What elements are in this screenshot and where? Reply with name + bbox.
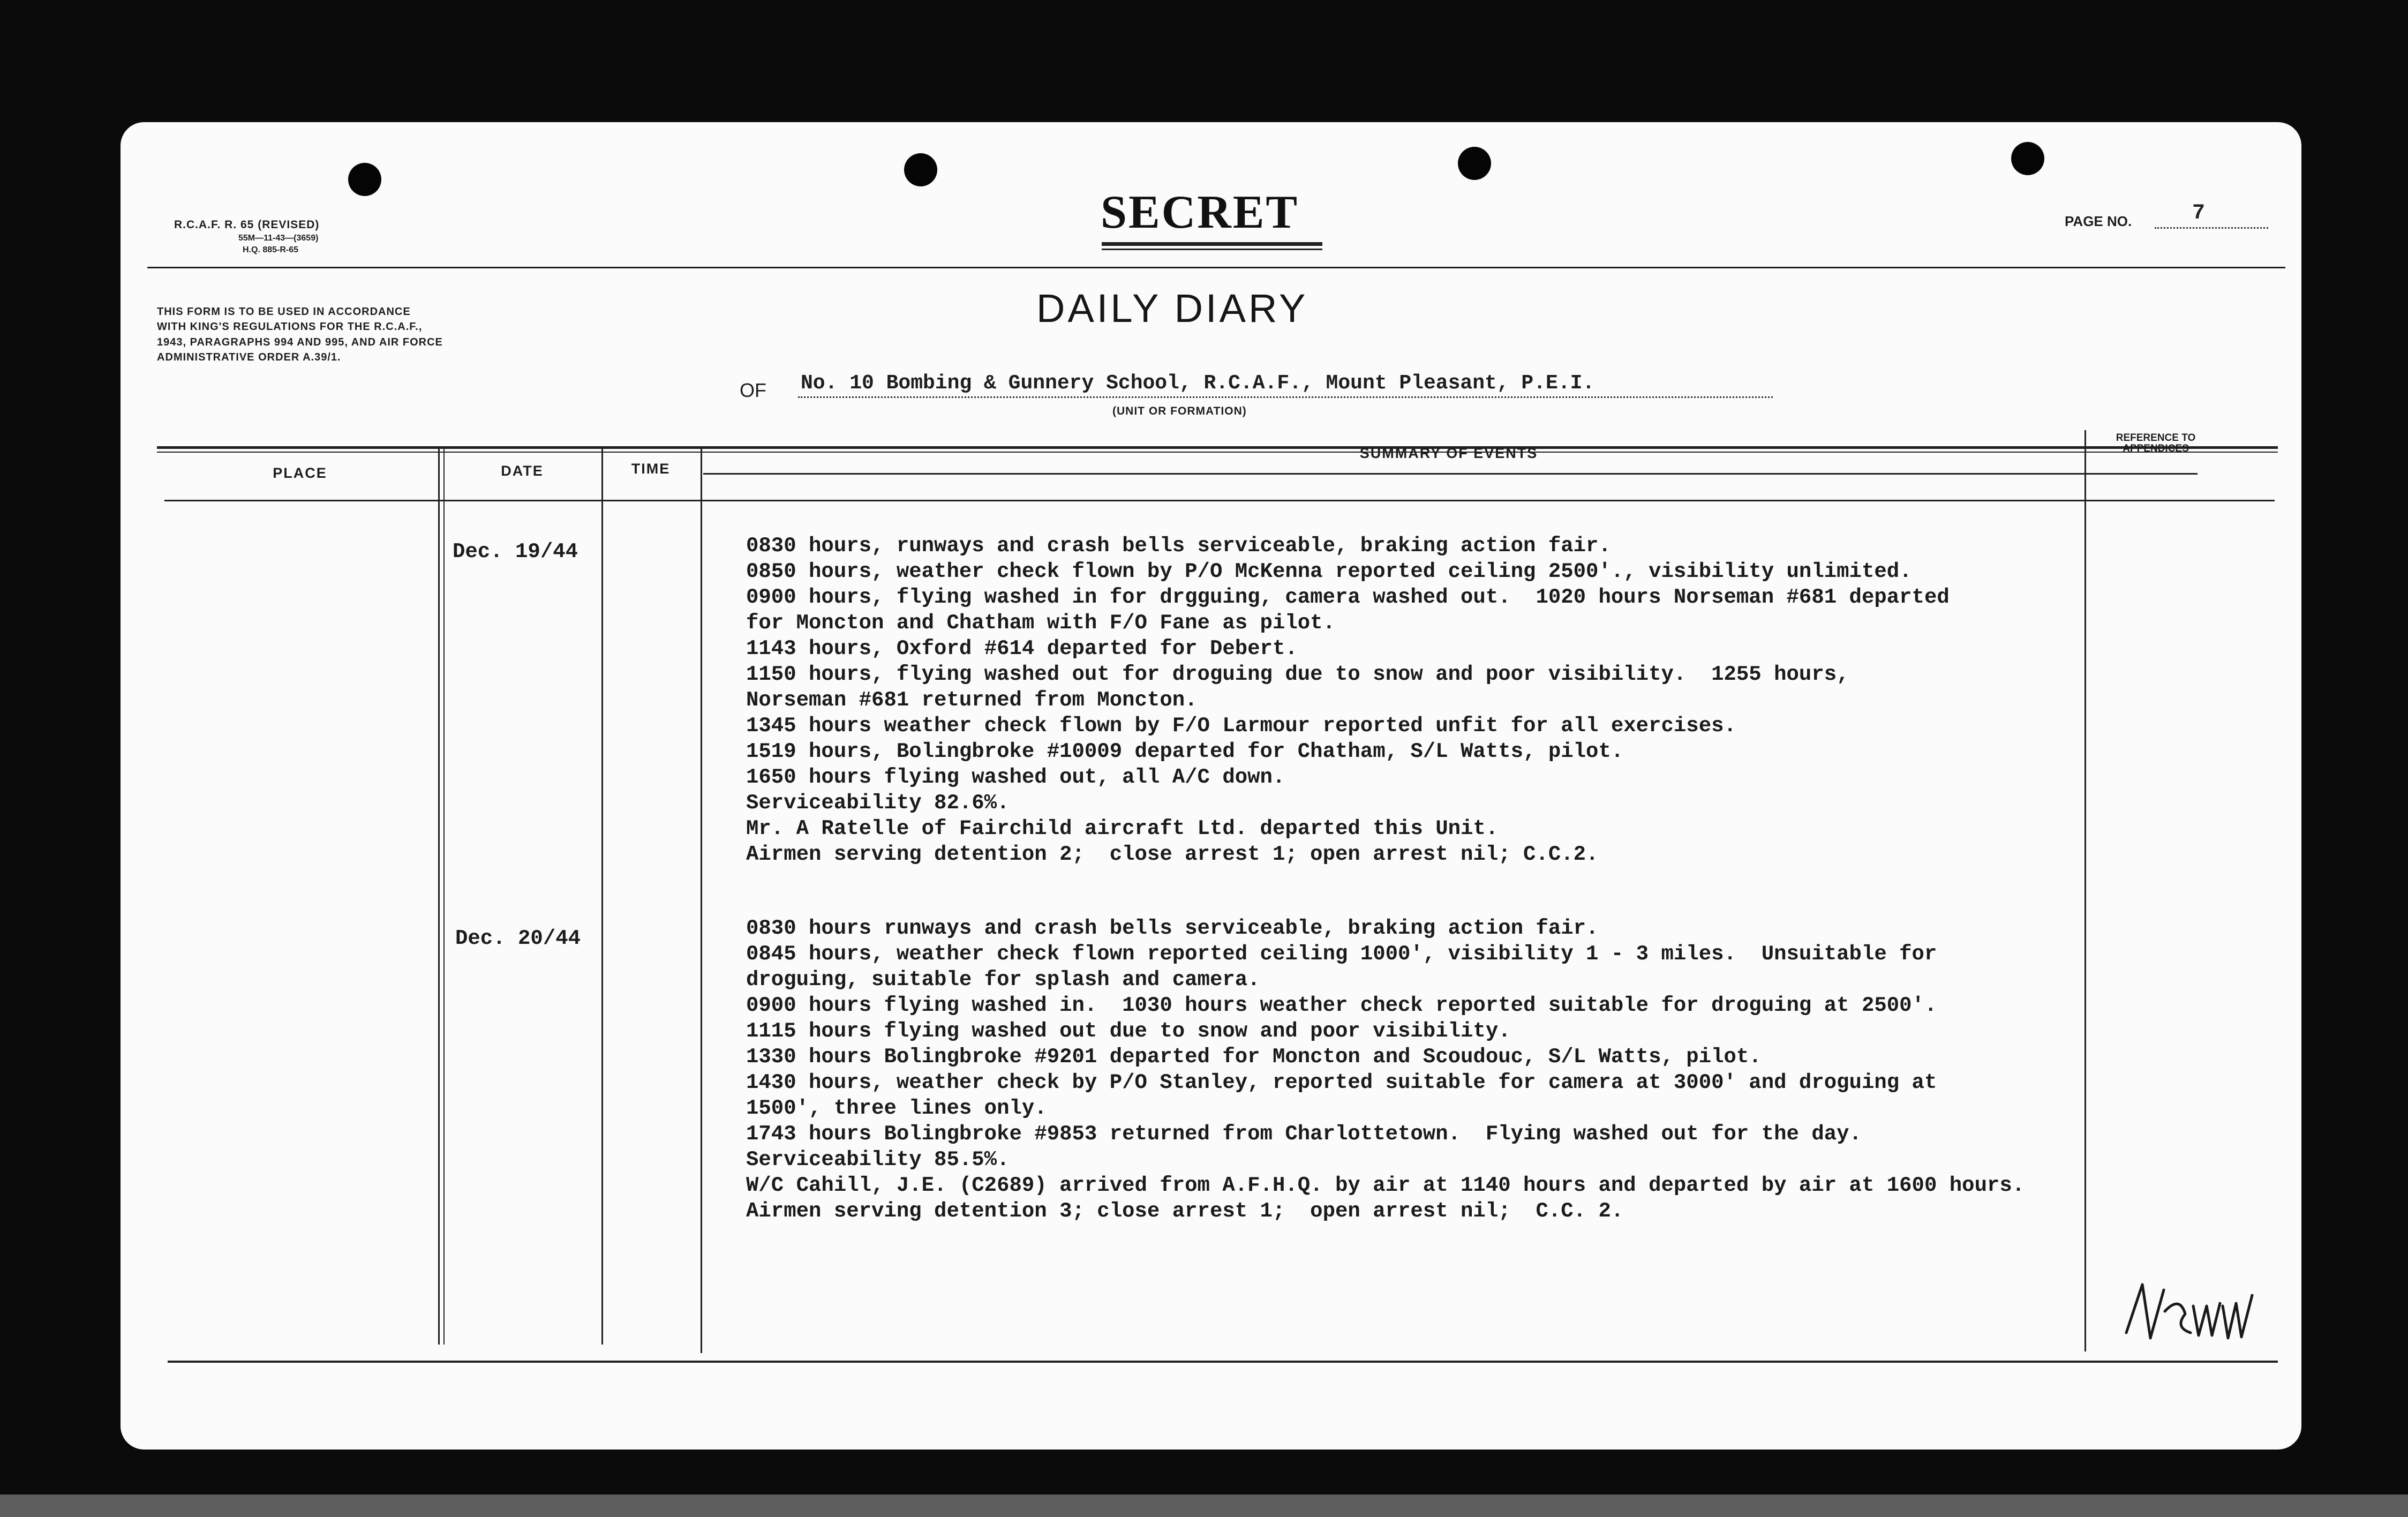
entry-line: W/C Cahill, J.E. (C2689) arrived from A.F.H.Q. by air at 1140 hours and departed by air at 1600 hours.	[746, 1174, 2025, 1197]
summary-header-rule	[703, 473, 2198, 475]
page-title: DAILY DIARY	[1036, 286, 1308, 331]
entry-line: 1500', three lines only.	[746, 1097, 1047, 1120]
column-header-reference: REFERENCE TO APPENDICES	[2116, 432, 2196, 454]
column-divider	[701, 449, 702, 1353]
page-number-value: 7	[2192, 201, 2206, 226]
page-number-label: PAGE NO.	[2065, 213, 2132, 229]
entry-line: 0830 hours runways and crash bells serviceable, braking action fair.	[746, 917, 1599, 940]
entry-line: 1345 hours weather check flown by F/O Larmour reported unfit for all exercises.	[746, 714, 1736, 738]
day-entries	[746, 915, 2025, 1224]
day-entries	[746, 533, 1950, 867]
entry-line: Mr. A Ratelle of Fairchild aircraft Ltd. departed this Unit.	[746, 817, 1499, 840]
form-ref-number: R.C.A.F. R. 65 (REVISED)	[174, 219, 320, 231]
column-header-date: DATE	[501, 463, 544, 479]
column-divider	[2085, 430, 2086, 1351]
binder-hole	[348, 163, 381, 196]
entry-line: Airmen serving detention 2; close arrest 1; open arrest nil; C.C.2.	[746, 843, 1599, 866]
film-strip-edge	[0, 1495, 2408, 1517]
entry-line: 0845 hours, weather check flown reported ceiling 1000', visibility 1 - 3 miles. Unsuitable for	[746, 942, 1937, 966]
unit-of-label: OF	[740, 379, 766, 401]
unit-caption: (UNIT OR FORMATION)	[1112, 405, 1247, 417]
entry-line: 1430 hours, weather check by P/O Stanley, reported suitable for camera at 3000' and droguing at	[746, 1071, 1937, 1094]
instruction-line: 1943, PARAGRAPHS 994 AND 995, AND AIR FORCE	[157, 336, 443, 348]
classification-underline	[1102, 249, 1322, 250]
column-header-time: TIME	[631, 461, 671, 477]
binder-hole	[904, 153, 937, 186]
column-divider	[438, 449, 440, 1345]
entry-line: 0900 hours flying washed in. 1030 hours weather check reported suitable for droguing at 2500'.	[746, 994, 1937, 1017]
page-number-rule	[2155, 227, 2268, 229]
entry-line: 1519 hours, Bolingbroke #10009 departed for Chatham, S/L Watts, pilot.	[746, 740, 1624, 763]
entry-line: 0850 hours, weather check flown by P/O McKenna reported ceiling 2500'., visibility unlimited.	[746, 560, 1912, 583]
entry-line: 1650 hours flying washed out, all A/C down.	[746, 765, 1285, 789]
table-bottom-rule	[168, 1361, 2278, 1363]
signature-initials	[2121, 1274, 2271, 1354]
entry-line: 1143 hours, Oxford #614 departed for Debert.	[746, 637, 1298, 660]
entry-line: 1330 hours Bolingbroke #9201 departed for Moncton and Scoudouc, S/L Watts, pilot.	[746, 1045, 1762, 1069]
binder-hole	[1458, 147, 1491, 180]
instruction-line: ADMINISTRATIVE ORDER A.39/1.	[157, 351, 341, 364]
unit-rule	[798, 396, 1773, 398]
entry-line: 1150 hours, flying washed out for droguing due to snow and poor visibility. 1255 hours,	[746, 663, 1849, 686]
column-divider	[601, 449, 603, 1345]
entry-date: Dec. 19/44	[453, 540, 578, 564]
form-ref-print-code: 55M—11-43—(3659)	[238, 234, 319, 243]
header-rule	[147, 267, 2285, 268]
entry-line: droguing, suitable for splash and camera.	[746, 968, 1260, 992]
column-header-summary: SUMMARY OF EVENTS	[1359, 445, 1538, 461]
classification-underline	[1102, 242, 1322, 246]
entry-line: Serviceability 82.6%.	[746, 791, 1010, 815]
entry-line: 1115 hours flying washed out due to snow and poor visibility.	[746, 1019, 1511, 1043]
instruction-line: THIS FORM IS TO BE USED IN ACCORDANCE	[157, 306, 411, 318]
table-top-rule	[157, 446, 2278, 449]
diary-form-card	[121, 122, 2301, 1450]
instruction-line: WITH KING'S REGULATIONS FOR THE R.C.A.F.,	[157, 321, 423, 333]
classification-heading: SECRET	[1101, 186, 1299, 238]
binder-hole	[2011, 142, 2044, 175]
entry-line: 0830 hours, runways and crash bells serviceable, braking action fair.	[746, 534, 1611, 558]
entry-line: Norseman #681 returned from Moncton.	[746, 688, 1198, 712]
entry-date: Dec. 20/44	[455, 927, 581, 950]
entry-line: Airmen serving detention 3; close arrest 1; open arrest nil; C.C. 2.	[746, 1199, 1624, 1223]
table-top-rule-thin	[157, 452, 2278, 453]
column-header-place: PLACE	[273, 465, 327, 481]
entry-line: Serviceability 85.5%.	[746, 1148, 1010, 1171]
form-ref-hq-code: H.Q. 885-R-65	[243, 245, 299, 254]
unit-name: No. 10 Bombing & Gunnery School, R.C.A.F., Mount Pleasant, P.E.I.	[801, 372, 1595, 395]
form-instructions	[157, 304, 443, 365]
table-header-rule	[164, 500, 2275, 501]
column-divider	[443, 449, 445, 1345]
entry-line: for Moncton and Chatham with F/O Fane as pilot.	[746, 611, 1335, 635]
form-reference	[174, 217, 319, 256]
entry-line: 0900 hours, flying washed in for drgguing, camera washed out. 1020 hours Norseman #681 departed	[746, 585, 1950, 609]
entry-line: 1743 hours Bolingbroke #9853 returned from Charlottetown. Flying washed out for the day.	[746, 1122, 1862, 1146]
